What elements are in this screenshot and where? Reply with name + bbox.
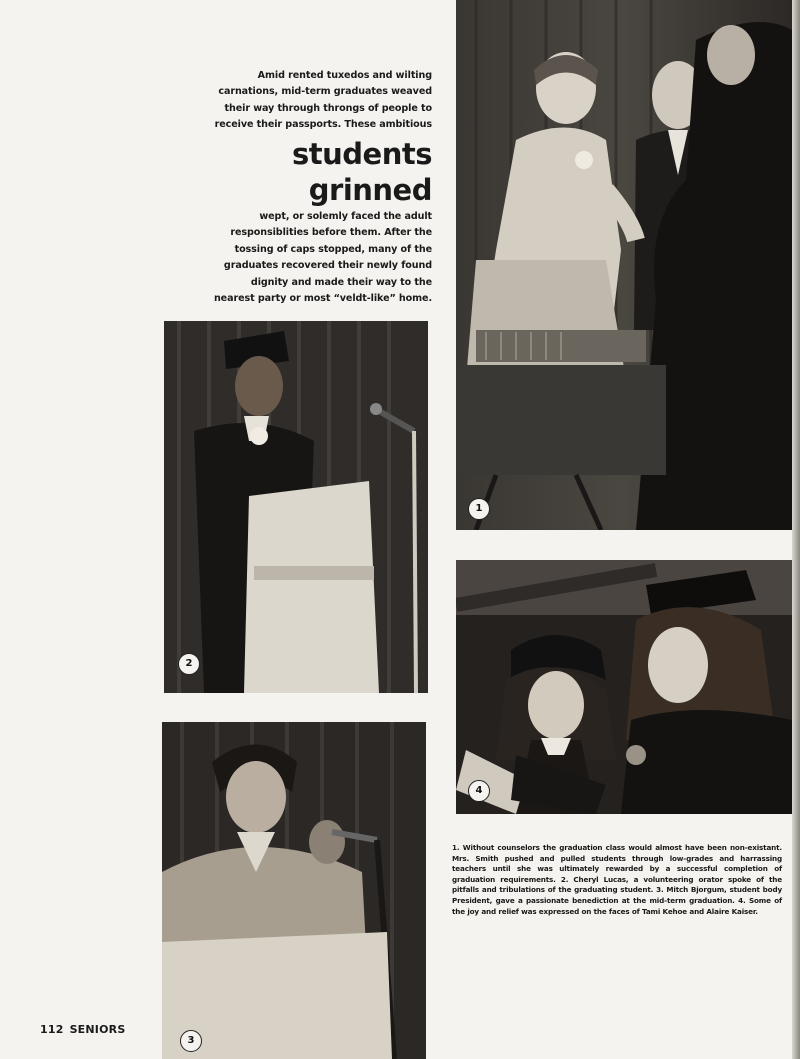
headline-line-1: students [292, 137, 432, 171]
page-number: 112 [40, 1023, 64, 1036]
photo-captions: 1. Without counselors the graduation class would almost have been non-existant. Mrs. Smith pushed and pulled students through low-grades and harrassing teachers until she was ultimately rewarded by a successful completion of graduation requirements. 2. Cheryl Lucas, a volunteering orator spoke of the pitfalls and tribulations of the graduating student. 3. Mitch Bjorgum, student body President, gave a passionate benediction at the mid-term graduation. 4. Some of the joy and relief was expressed on the faces of Tami Kehoe and Alaire Kaiser. [452, 843, 782, 916]
intro-paragraph: Amid rented tuxedos and wilting carnations, mid-term graduates weaved their way through throngs of people to receive their passports. These ambitious [214, 70, 432, 131]
headline-line-2: grinned [308, 173, 432, 207]
photo-2-cheryl-lucas-podium [164, 321, 428, 693]
photo-3-number: 3 [180, 1030, 202, 1052]
section-name: SENIORS [69, 1023, 126, 1036]
headline [250, 136, 432, 208]
photo-1-illustration [456, 0, 792, 530]
photo-4-illustration [456, 560, 792, 814]
photo-2-number: 2 [178, 653, 200, 675]
page-folio [40, 1023, 125, 1036]
photo-2-illustration [164, 321, 428, 693]
photo-1-counselor-handshake [456, 0, 792, 530]
photo-4-number: 4 [468, 780, 490, 802]
photo-3-illustration [162, 722, 426, 1059]
page-edge [792, 0, 800, 1059]
outro-paragraph: wept, or solemly faced the adult responsiblities before them. After the tossing of caps stopped, many of the graduates recovered their newly found dignity and made their way to the nearest party or most “veldt-like” home. [213, 211, 432, 305]
photo-4-tami-kehoe-alaire-kaiser [456, 560, 792, 814]
photo-3-mitch-bjorgum [162, 722, 426, 1059]
photo-1-number: 1 [468, 498, 490, 520]
